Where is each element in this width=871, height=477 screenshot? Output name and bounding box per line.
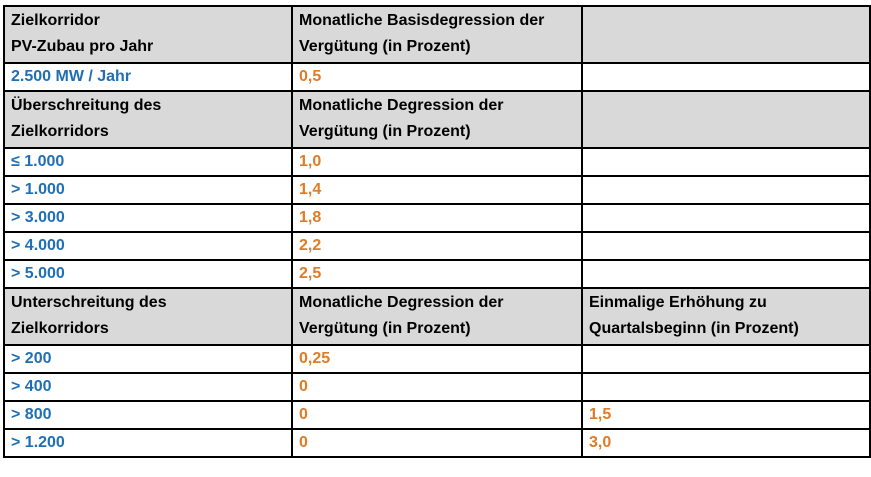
threshold-cell: 2.500 MW / Jahr xyxy=(4,63,292,91)
degression-cell: 2,2 xyxy=(292,232,582,260)
table-row xyxy=(4,401,870,429)
header-text: Zielkorridor xyxy=(11,12,100,29)
table-row xyxy=(4,176,870,204)
increase-cell xyxy=(582,232,870,260)
table-row xyxy=(4,232,870,260)
increase-cell xyxy=(582,148,870,176)
increase-cell xyxy=(582,373,870,401)
header-cell-target-corridor xyxy=(4,6,292,63)
degression-cell: 0 xyxy=(292,401,582,429)
header-text: PV-Zubau pro Jahr xyxy=(11,38,154,55)
header-cell-empty xyxy=(582,91,870,148)
header-cell-exceeding-corridor xyxy=(4,91,292,148)
degression-cell: 0,5 xyxy=(292,63,582,91)
degression-cell: 1,8 xyxy=(292,204,582,232)
section-header-falling-below xyxy=(4,288,870,345)
increase-cell: 3,0 xyxy=(582,429,870,457)
degression-cell: 1,4 xyxy=(292,176,582,204)
table-row xyxy=(4,204,870,232)
degression-cell: 0 xyxy=(292,429,582,457)
table-row xyxy=(4,345,870,373)
header-cell-monthly-degression xyxy=(292,91,582,148)
header-text: Monatliche Degression der xyxy=(299,294,504,311)
header-text: Vergütung (in Prozent) xyxy=(299,320,471,337)
threshold-cell: > 3.000 xyxy=(4,204,292,232)
increase-cell xyxy=(582,63,870,91)
header-cell-monthly-degression xyxy=(292,288,582,345)
header-text: Monatliche Basisdegression der xyxy=(299,12,545,29)
increase-cell: 1,5 xyxy=(582,401,870,429)
section-header-exceeding xyxy=(4,91,870,148)
increase-cell xyxy=(582,204,870,232)
header-text: Unterschreitung des xyxy=(11,294,167,311)
threshold-cell: > 200 xyxy=(4,345,292,373)
degression-table xyxy=(3,5,871,458)
threshold-cell: > 4.000 xyxy=(4,232,292,260)
header-text: Quartalsbeginn (in Prozent) xyxy=(589,320,799,337)
table-row xyxy=(4,63,870,91)
header-text: Überschreitung des xyxy=(11,97,162,114)
section-header-target-corridor xyxy=(4,6,870,63)
increase-cell xyxy=(582,345,870,373)
table-row xyxy=(4,148,870,176)
header-text: Monatliche Degression der xyxy=(299,97,504,114)
table-row xyxy=(4,373,870,401)
header-cell-empty xyxy=(582,6,870,63)
degression-cell: 0,25 xyxy=(292,345,582,373)
header-text: Zielkorridors xyxy=(11,123,109,140)
header-text: Vergütung (in Prozent) xyxy=(299,123,471,140)
header-cell-base-degression xyxy=(292,6,582,63)
threshold-cell: > 1.000 xyxy=(4,176,292,204)
threshold-cell: > 1.200 xyxy=(4,429,292,457)
threshold-cell: ≤ 1.000 xyxy=(4,148,292,176)
table-row xyxy=(4,260,870,288)
header-text: Vergütung (in Prozent) xyxy=(299,38,471,55)
threshold-cell: > 800 xyxy=(4,401,292,429)
threshold-cell: > 5.000 xyxy=(4,260,292,288)
header-text: Zielkorridors xyxy=(11,320,109,337)
degression-cell: 1,0 xyxy=(292,148,582,176)
degression-cell: 2,5 xyxy=(292,260,582,288)
increase-cell xyxy=(582,176,870,204)
table-row xyxy=(4,429,870,457)
header-cell-one-time-increase xyxy=(582,288,870,345)
degression-cell: 0 xyxy=(292,373,582,401)
header-text: Einmalige Erhöhung zu xyxy=(589,294,767,311)
increase-cell xyxy=(582,260,870,288)
header-cell-falling-below-corridor xyxy=(4,288,292,345)
threshold-cell: > 400 xyxy=(4,373,292,401)
